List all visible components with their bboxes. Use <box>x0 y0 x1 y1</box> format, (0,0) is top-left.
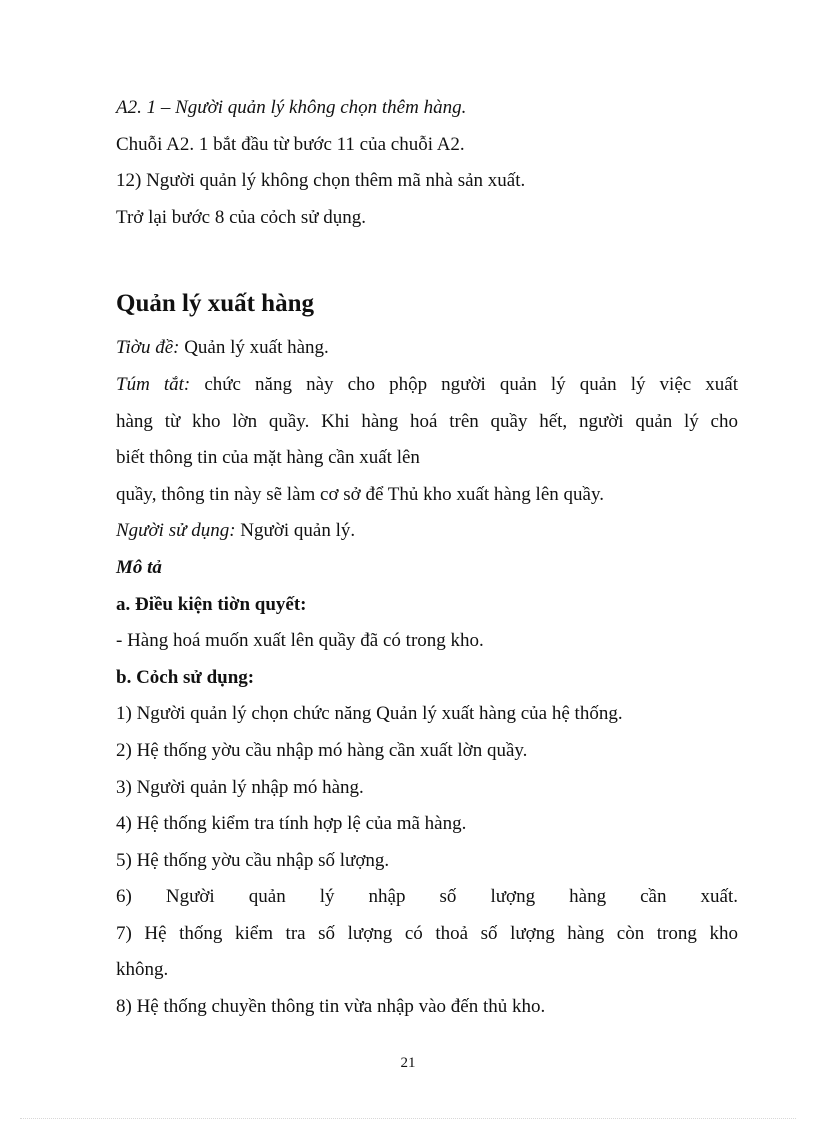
usage-step: 3) Người quản lý nhập mó hàng. <box>116 776 364 798</box>
usage-heading: b. Cỏch sử dụng: <box>116 666 255 688</box>
user-label: Người sử dụng: <box>116 520 236 542</box>
user-text: Người quản lý. <box>235 520 356 542</box>
alt-flow-title: A2. 1 – Người quản lý không chọn thêm hàng. <box>116 97 467 118</box>
title-row <box>116 330 738 367</box>
usage-step: 8) Hệ thống chuyền thông tin vừa nhập vào đến thủ kho. <box>116 996 546 1018</box>
paragraph-line: 12) Người quản lý không chọn thêm mã nhà sản xuất. <box>116 170 526 192</box>
summary-line-4: quầy, thông tin này sẽ làm cơ sở để Thủ kho xuất hàng lên quầy. <box>116 483 604 505</box>
paragraph-line: Chuỗi A2. 1 bắt đầu từ bước 11 của chuỗi A2. <box>116 133 465 155</box>
document-page <box>116 90 738 1026</box>
usage-step: 1) Người quản lý chọn chức năng Quản lý xuất hàng của hệ thống. <box>116 703 623 725</box>
description-heading: Mô tả <box>116 556 162 578</box>
usage-step: không. <box>116 959 169 981</box>
usage-step: 6) Người quản lý nhập số lượng hàng cần xuất. <box>116 886 738 908</box>
precondition-heading: a. Điều kiện tiờn quyết: <box>116 593 307 615</box>
title-label: Tiờu đề: <box>116 337 180 359</box>
spacer <box>116 236 738 272</box>
usage-step: 5) Hệ thống yờu cầu nhập số lượng. <box>116 849 390 871</box>
summary-label: Túm tắt: <box>116 373 191 395</box>
page-number: 21 <box>400 1055 416 1071</box>
summary-line-1 <box>116 367 738 404</box>
paragraph-line: Trở lại bước 8 của cỏch sử dụng. <box>116 206 367 228</box>
title-text: Quản lý xuất hàng. <box>179 337 329 359</box>
usage-step: 7) Hệ thống kiểm tra số lượng có thoả số lượng hàng còn trong kho <box>116 922 738 944</box>
usage-step: 4) Hệ thống kiểm tra tính hợp lệ của mã hàng. <box>116 813 467 835</box>
usage-step: 2) Hệ thống yờu cầu nhập mó hàng cần xuất lờn quầy. <box>116 739 528 761</box>
summary-line-2: hàng từ kho lờn quầy. Khi hàng hoá trên quầy hết, người quản lý cho <box>116 410 738 432</box>
summary-line-3: biết thông tin của mặt hàng cần xuất lên <box>116 447 420 469</box>
summary-text: chức năng này cho phộp người quản lý quản lý việc xuất <box>190 373 738 395</box>
user-row <box>116 513 738 550</box>
section-heading: Quản lý xuất hàng <box>116 290 314 318</box>
page-divider <box>20 1118 796 1119</box>
precondition-text: - Hàng hoá muốn xuất lên quầy đã có trong kho. <box>116 630 484 652</box>
